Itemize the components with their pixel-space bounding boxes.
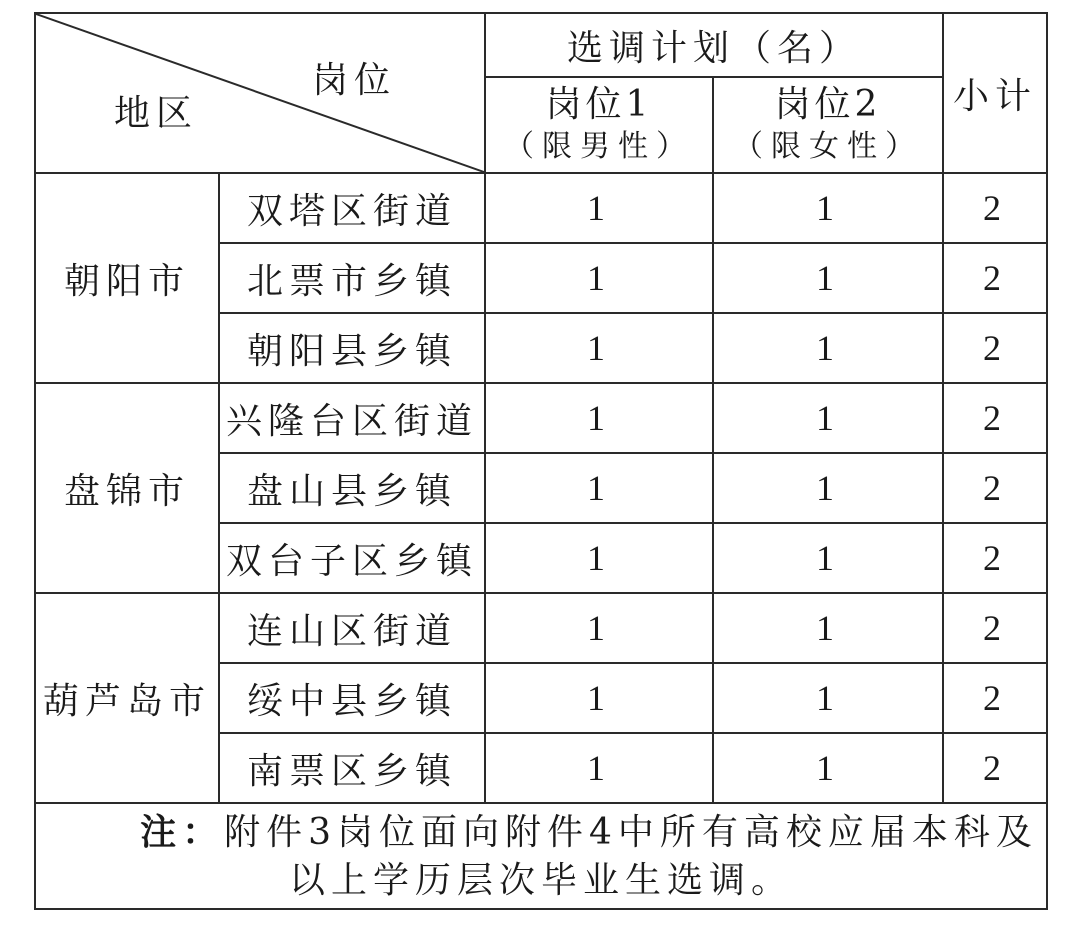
post2-count-cell: 1 — [713, 383, 943, 453]
post1-count-cell: 1 — [485, 383, 713, 453]
post1-count-cell: 1 — [485, 453, 713, 523]
post1-header — [485, 77, 713, 173]
subtotal-cell: 2 — [943, 523, 1047, 593]
area-axis-label: 地区 — [114, 93, 199, 134]
diagonal-line — [36, 14, 484, 172]
subtotal-header: 小计 — [943, 13, 1047, 173]
table-row — [35, 173, 1047, 243]
post-axis-label: 岗位 — [311, 60, 396, 101]
post2-count-cell: 1 — [713, 663, 943, 733]
table-row — [35, 593, 1047, 663]
post2-header — [713, 77, 943, 173]
town-cell: 南票区乡镇 — [219, 733, 485, 803]
town-cell: 盘山县乡镇 — [219, 453, 485, 523]
town-cell: 连山区街道 — [219, 593, 485, 663]
town-cell: 朝阳县乡镇 — [219, 313, 485, 383]
post1-count-cell: 1 — [485, 663, 713, 733]
post2-title: 岗位2 — [774, 84, 882, 125]
town-cell: 双塔区街道 — [219, 173, 485, 243]
subtotal-cell: 2 — [943, 313, 1047, 383]
subtotal-cell: 2 — [943, 663, 1047, 733]
post2-count-cell: 1 — [713, 523, 943, 593]
diagonal-header-cell — [35, 13, 485, 173]
subtotal-cell: 2 — [943, 593, 1047, 663]
post1-title: 岗位1 — [545, 84, 653, 125]
note-cell — [35, 803, 1047, 909]
post2-restriction: （限女性） — [733, 129, 923, 164]
table-row — [35, 383, 1047, 453]
region-name-cell: 朝阳市 — [35, 173, 219, 383]
post1-restriction: （限男性） — [504, 129, 694, 164]
post1-count-cell: 1 — [485, 313, 713, 383]
post1-count-cell: 1 — [485, 523, 713, 593]
town-cell: 兴隆台区街道 — [219, 383, 485, 453]
town-cell: 双台子区乡镇 — [219, 523, 485, 593]
post2-count-cell: 1 — [713, 243, 943, 313]
region-name-cell: 盘锦市 — [35, 383, 219, 593]
subtotal-cell: 2 — [943, 453, 1047, 523]
plan-header: 选调计划（名） — [485, 13, 943, 77]
town-cell: 绥中县乡镇 — [219, 663, 485, 733]
header-row-1 — [35, 13, 1047, 77]
quota-table — [34, 12, 1048, 910]
post2-count-cell: 1 — [713, 593, 943, 663]
post1-count-cell: 1 — [485, 173, 713, 243]
post2-count-cell: 1 — [713, 453, 943, 523]
note-text: 附件3岗位面向附件4中所有高校应届本科及以上学历层次毕业生选调。 — [224, 811, 1038, 901]
post2-count-cell: 1 — [713, 173, 943, 243]
note-row — [35, 803, 1047, 909]
post2-count-cell: 1 — [713, 313, 943, 383]
subtotal-cell: 2 — [943, 383, 1047, 453]
post2-count-cell: 1 — [713, 733, 943, 803]
subtotal-cell: 2 — [943, 243, 1047, 313]
subtotal-cell: 2 — [943, 173, 1047, 243]
subtotal-cell: 2 — [943, 733, 1047, 803]
note-lead: 注： — [140, 810, 225, 853]
post1-count-cell: 1 — [485, 733, 713, 803]
region-name-cell: 葫芦岛市 — [35, 593, 219, 803]
post1-count-cell: 1 — [485, 243, 713, 313]
town-cell: 北票市乡镇 — [219, 243, 485, 313]
post1-count-cell: 1 — [485, 593, 713, 663]
